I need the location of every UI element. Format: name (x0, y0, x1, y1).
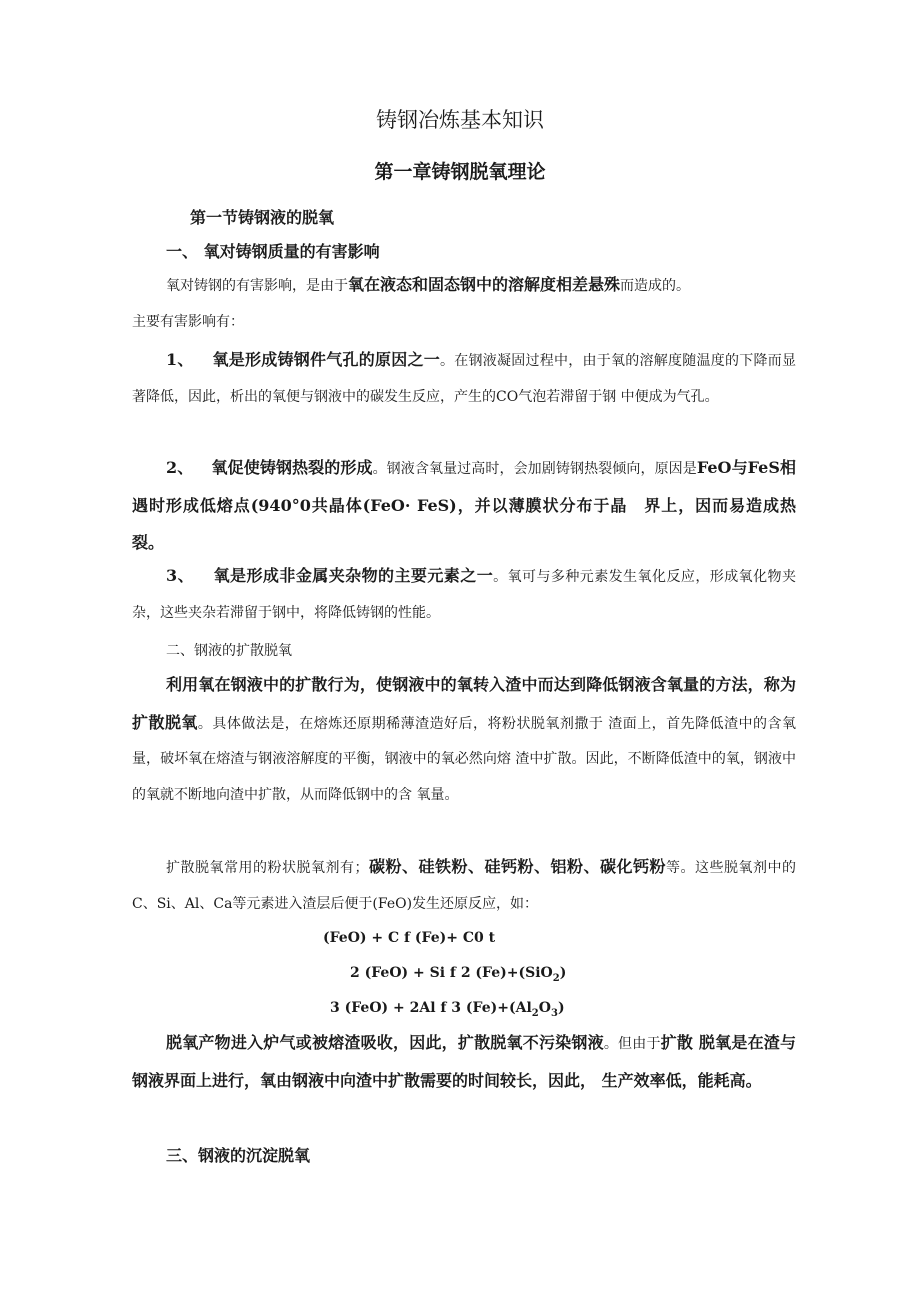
para2-text-a: 扩散脱氧常用的粉状脱氧剂有； (166, 860, 369, 876)
item-3 (132, 558, 796, 631)
para3-text: 。但由于 (603, 1036, 661, 1052)
item-1 (132, 342, 796, 415)
intro-text-a: 氧对铸钢的有害影响，是由于 (166, 278, 348, 294)
item2-bold-2: FeO与FeS相遇时形成低熔点(940°0共晶体(FeO· FeS)，并以薄膜状分布于晶 界上，因而易造成热裂。 (132, 458, 796, 552)
item1-number: 1、 (166, 350, 194, 369)
equation-2: 2 (FeO) + Si f 2 (Fe)+(SiO$_2$) (350, 965, 567, 984)
part2-para1 (132, 667, 796, 813)
item3-bold: 氧是形成非金属夹杂物的主要元素之一 (213, 566, 494, 585)
part3-heading: 三、钢液的沉淀脱氧 (166, 1146, 311, 1165)
para1-text: 。具体做法是，在熔炼还原期稀薄渣造好后，将粉状脱氧剂撒于 渣面上，首先降低渣中的含氧量，破坏氧在熔渣与钢液溶解度的平衡，钢液中的氧必然向熔 渣中扩散。因此，不断降低渣中的氧，钢液中的氧就不断地向渣中扩散，从而降低钢中的含 氧量。 (132, 715, 796, 803)
item1-text: 。在钢液凝固过程中，由于氧的溶解度随温度的下降而显著降低，因此，析出的氧便与钢液中的碳发生反应，产生的CO气泡若滞留于钢 中便成为气孔。 (132, 353, 796, 405)
part2-heading: 二、钢液的扩散脱氧 (166, 643, 292, 659)
intro-bold: 氧在液态和固态钢中的溶解度相差悬殊 (348, 275, 621, 294)
para2-bold: 碳粉、硅铁粉、硅钙粉、铝粉、碳化钙粉 (368, 857, 666, 876)
section-heading: 第一节铸钢液的脱氧 (190, 208, 335, 227)
equation-3: 3 (FeO) + 2Al f 3 $(Fe)+(Al_2O_3)$ (330, 1000, 565, 1019)
item2-number: 2、 (166, 458, 194, 477)
equation-1: (FeO) + C f (Fe)+ C0 t (323, 930, 496, 946)
part1-intro (132, 267, 796, 340)
chapter-heading: 第一章铸钢脱氧理论 (374, 161, 546, 183)
item2-text: 。钢液含氧量过高时，会加剧铸钢热裂倾向，原因是 (372, 461, 697, 477)
intro-text-b: 而造成的。 (620, 278, 691, 294)
intro-text-c: 主要有害影响有： (132, 313, 244, 330)
para1-bold: 利用氧在钢液中的扩散行为，使钢液中的氧转入渣中而达到降低钢液含氧量的方法，称为扩散脱氧 (132, 675, 796, 732)
document-title: 铸钢冶炼基本知识 (376, 108, 544, 132)
para2-text-b: 等。这些脱氧剂中的C、Si、Al、Ca等元素进入渣层后便于(FeO)发生还原反应，如： (132, 860, 796, 912)
item3-number: 3、 (166, 566, 195, 585)
item3-text: 。氧可与多种元素发生氧化反应，形成氧化物夹杂，这些夹杂若滞留于钢中，将降低铸钢的性能。 (132, 569, 796, 621)
item1-bold: 氧是形成铸钢件气孔的原因之一 (212, 350, 440, 369)
para3-bold-2: 扩散 脱氧是在渣与钢液界面上进行，氧由钢液中向渣中扩散需要的时间较长，因此， 生产效率低，能耗高。 (132, 1033, 796, 1090)
part2-para2 (132, 849, 796, 922)
para3-bold-1: 脱氧产物进入炉气或被熔渣吸收，因此，扩散脱氧不污染钢液 (166, 1033, 604, 1052)
item2-bold: 氧促使铸钢热裂的形成 (211, 458, 373, 477)
part1-heading: 一、 氧对铸钢质量的有害影响 (166, 242, 380, 261)
item-2 (132, 450, 796, 563)
part2-para3 (132, 1025, 796, 1100)
